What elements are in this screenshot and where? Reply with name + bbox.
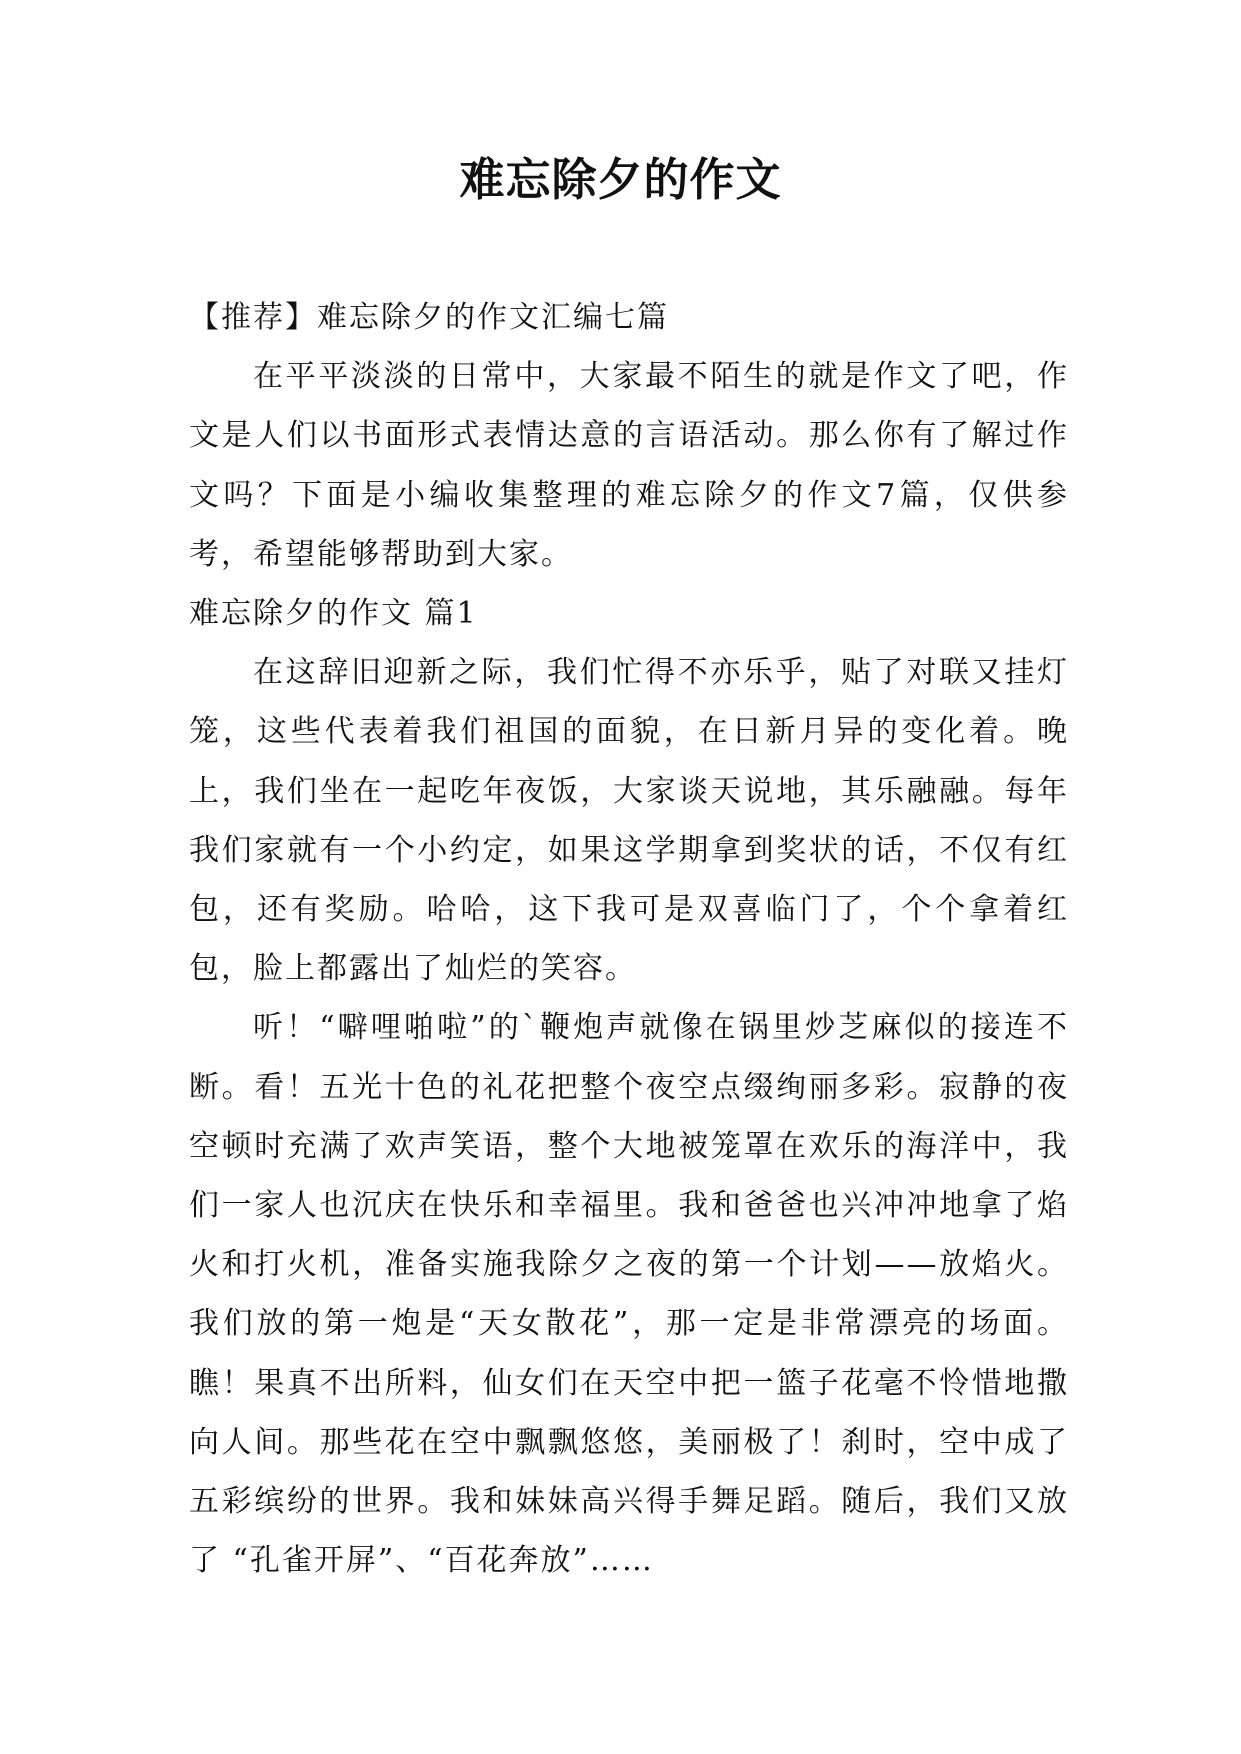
body-paragraph: 在这辞旧迎新之际，我们忙得不亦乐乎，贴了对联又挂灯笼，这些代表着我们祖国的面貌，在日新月异的变化着。晚上，我们坐在一起吃年夜饭，大家谈天说地，其乐融融。每年我们家就有一个小约定，如果这学期拿到奖状的话，不仅有红包，还有奖励。哈哈，这下我可是双喜临门了，个个拿着红包，脸上都露出了灿烂的笑容。: [189, 655, 1069, 987]
intro-paragraph: 在平平淡淡的日常中，大家最不陌生的就是作文了吧，作文是人们以书面形式表情达意的言语活动。那么你有了解过作文吗？下面是小编收集整理的难忘除夕的作文7篇，仅供参考，希望能够帮助到大家。: [189, 359, 1069, 572]
document-body: [189, 288, 1069, 1590]
body-paragraph: 听！“噼哩啪啦”的`鞭炮声就像在锅里炒芝麻似的接连不断。看！五光十色的礼花把整个夜空点缀绚丽多彩。寂静的夜空顿时充满了欢声笑语，整个大地被笼罩在欢乐的海洋中，我们一家人也沉庆在快乐和幸福里。我和爸爸也兴冲冲地拿了焰火和打火机，准备实施我除夕之夜的第一个计划——放焰火。我们放的第一炮是“天女散花”，那一定是非常漂亮的场面。瞧！果真不出所料，仙女们在天空中把一篮子花毫不怜惜地撒向人间。那些花在空中飘飘悠悠，美丽极了！刹时，空中成了五彩缤纷的世界。我和妹妹高兴得手舞足蹈。随后，我们又放了 “孔雀开屏”、“百花奔放”……: [189, 1010, 1069, 1579]
document-title: 难忘除夕的作文: [459, 153, 782, 206]
document-subtitle: 【推荐】难忘除夕的作文汇编七篇: [189, 300, 669, 335]
section-heading: 难忘除夕的作文 篇1: [189, 596, 478, 632]
